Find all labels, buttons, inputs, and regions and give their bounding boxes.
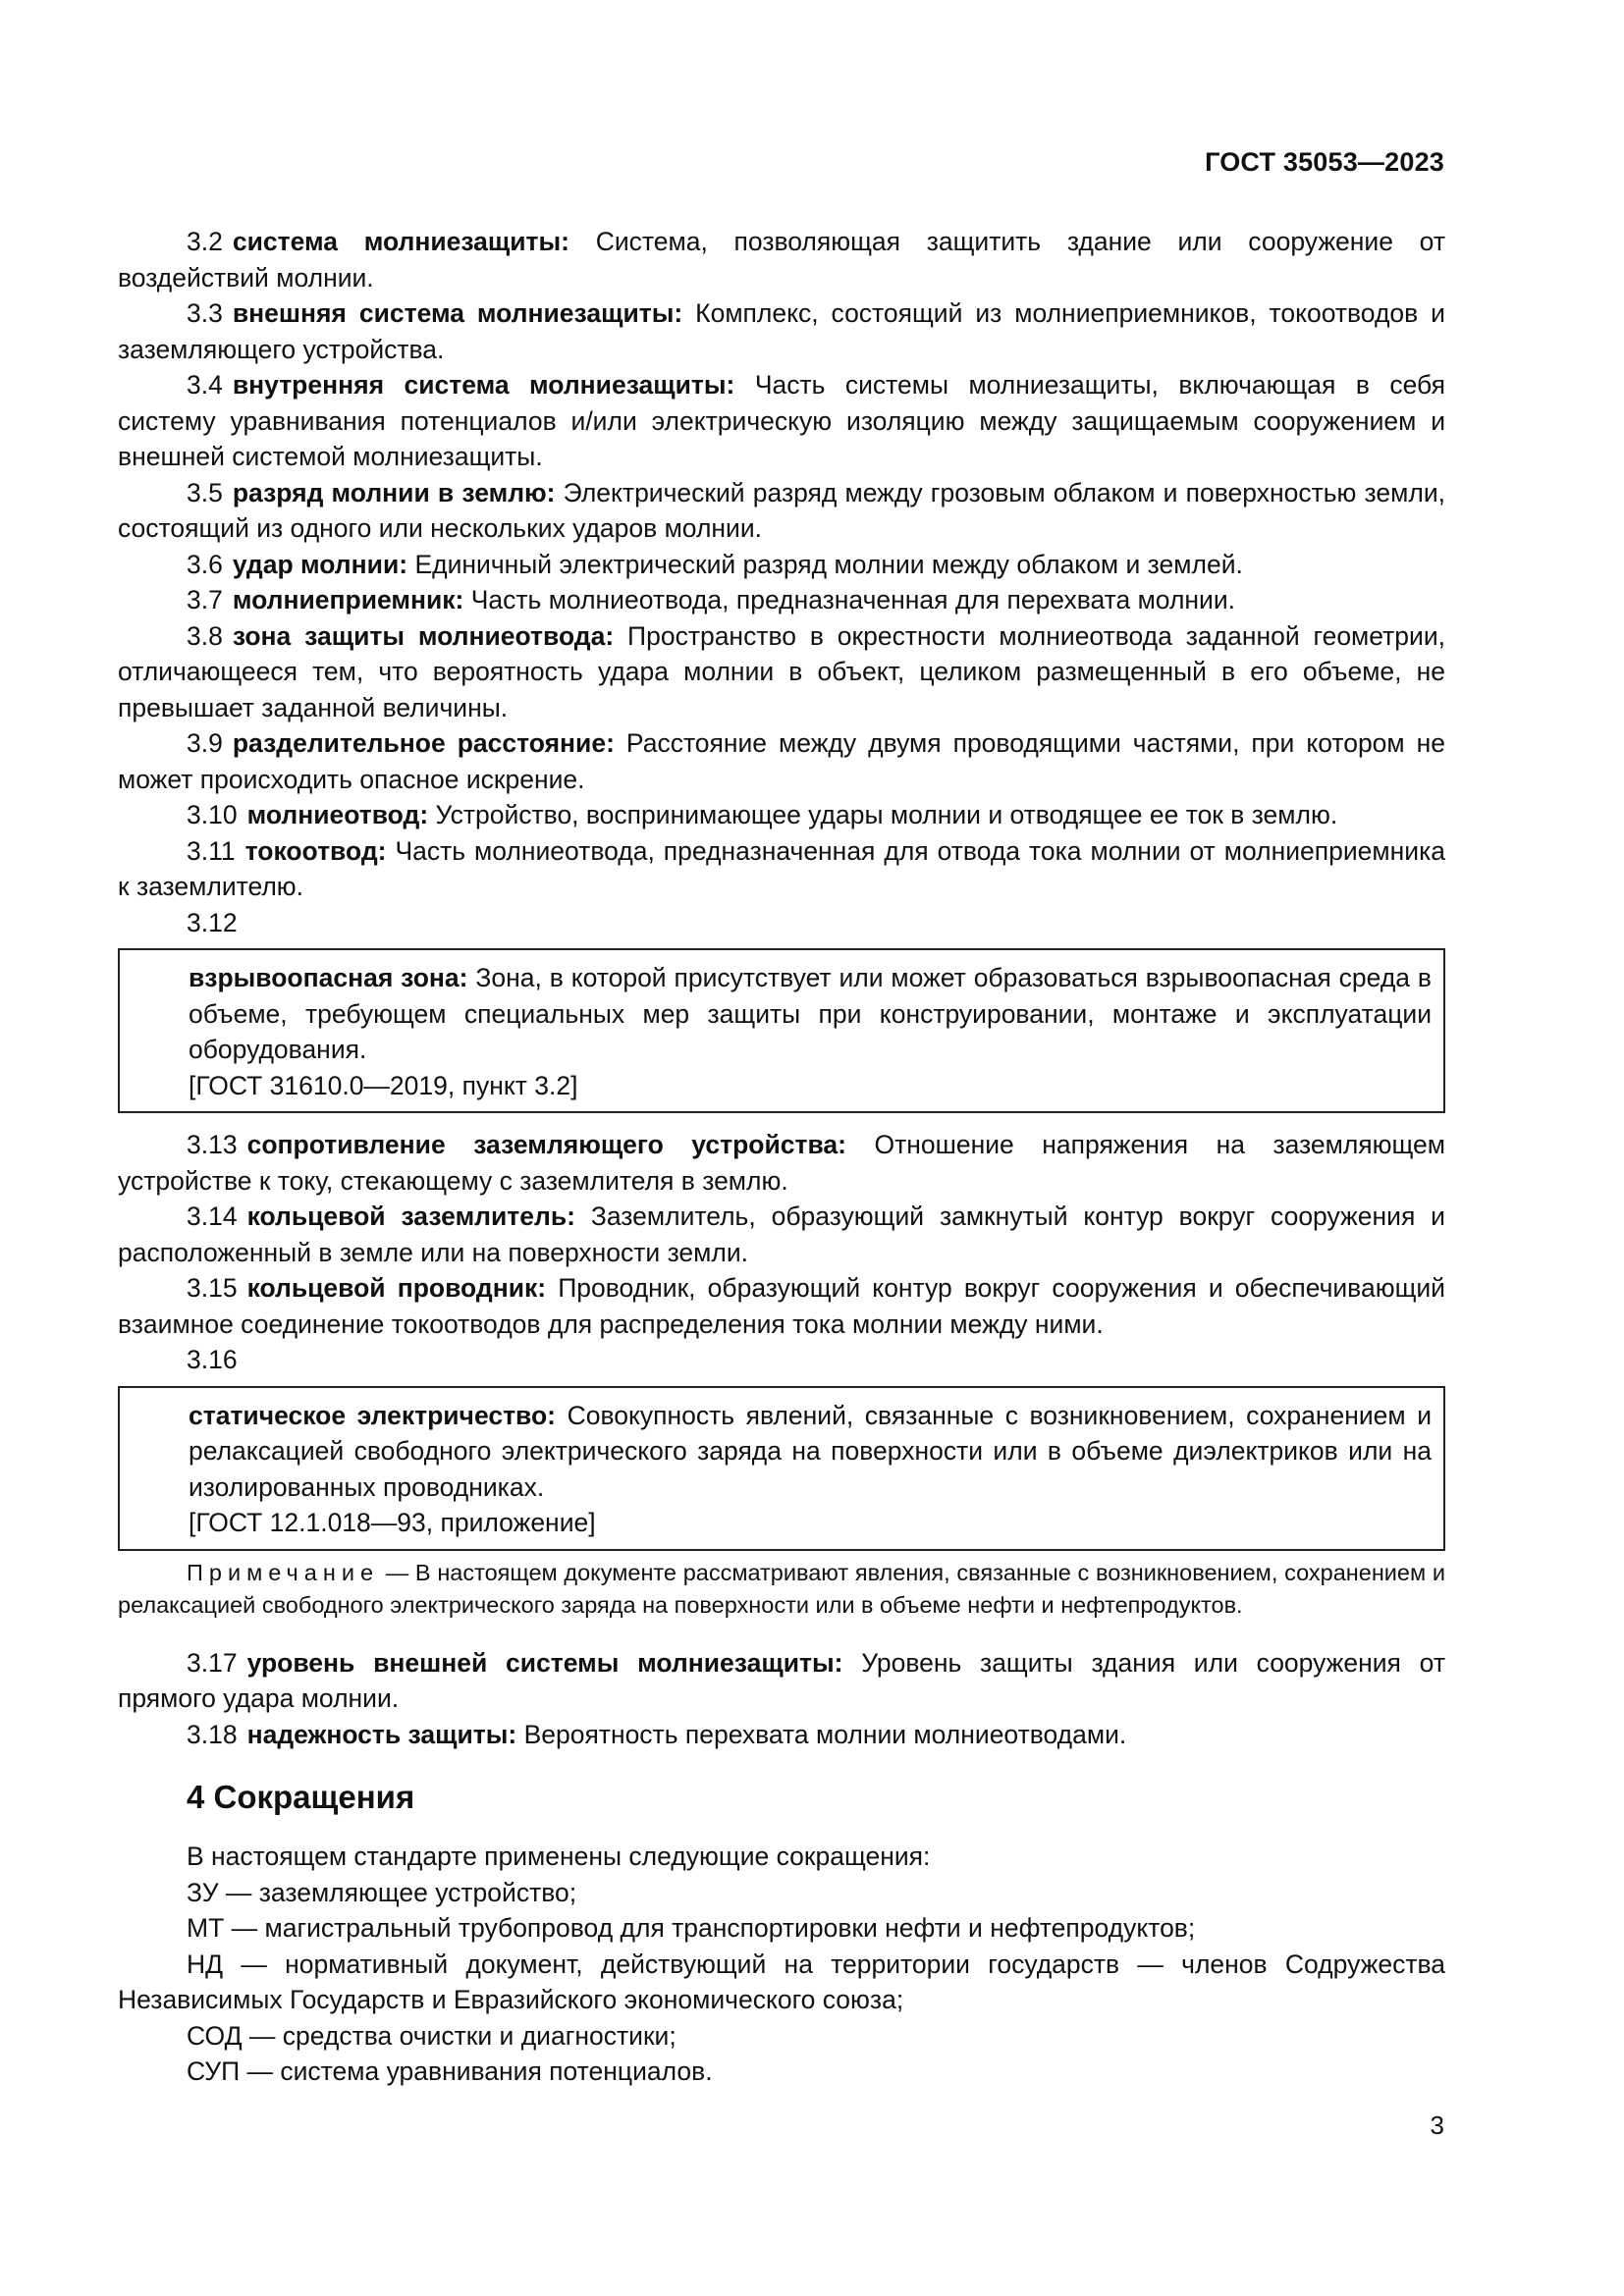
term-entry [118,1645,1445,1717]
term-number: 3.14 [187,1201,238,1231]
section-intro: В настоящем стандарте применены следующие сокращения: [187,1842,931,1871]
term-entry [118,367,1445,475]
quoted-definition-box [118,1386,1445,1551]
term-entry [118,725,1445,797]
note [118,1557,1445,1622]
term-number: 3.15 [187,1273,238,1303]
term-definition: Электрический разряд между грозовым облаком и поверхностью земли, состоящий из одного или нескольких ударов молнии. [118,477,1445,543]
term-name: зона защиты молниеотвода: [232,620,615,651]
term-name: сопротивление заземляющего устройства: [246,1130,846,1159]
term-number: 3.17 [187,1647,238,1678]
term-number: 3.9 [187,728,223,758]
term-entry [118,833,1445,905]
term-definition: Уровень защиты здания или сооружения от прямого удара молнии. [118,1647,1445,1713]
term-definition: Комплекс, состоящий из молниеприемников, токоотводов и заземляющего устройства. [118,298,1445,364]
term-definition: Зона, в которой присутствует или может образоваться взрывоопасная среда в объеме, требующем специальных мер защиты при конструировании, монтаже и эксплуатации оборудования. [189,963,1432,1064]
term-definition: Расстояние между двумя проводящими частями, при котором не может происходить опасное искрение. [118,728,1445,794]
term-definition: Устройство, воспринимающее удары молнии и отводящее ее ток в землю. [435,800,1338,829]
term-definition: Система, позволяющая защитить здание или сооружение от воздействий молнии. [118,227,1445,293]
term-number: 3.5 [187,477,223,507]
term-entry [118,547,1445,583]
term-definition: Пространство в окрестности молниеотвода заданной геометрии, отличающееся тем, что вероятность удара молнии в объект, целиком размещенный в его объеме, не превышает заданной величины. [118,620,1445,722]
term-name: система молниезащиты: [232,227,569,256]
quoted-definition-box [118,948,1445,1113]
term-number: 3.3 [187,298,223,328]
term-entry [118,1270,1445,1342]
section-heading: 4 Сокращения [187,1779,415,1815]
term-number: 3.7 [187,585,223,614]
term-definition: Часть молниеотвода, предназначенная для перехвата молнии. [470,585,1236,614]
term-entry-number: 3.12 [187,907,238,937]
term-number: 3.18 [187,1719,238,1749]
term-definition: Часть системы молниезащиты, включающая в себя систему уравнивания потенциалов и/или электрическую изоляцию между защищаемым сооружением и внешней системой молниезащиты. [118,370,1445,471]
term-definition: Вероятность перехвата молнии молниеотводами. [523,1719,1127,1749]
page-number: 3 [1430,2110,1444,2140]
term-name: внешняя система молниезащиты: [232,298,683,328]
term-entry [118,618,1445,726]
term-number: 3.4 [187,370,223,400]
term-definition: Отношение напряжения на заземляющем устройстве к току, стекающему с заземлителя в землю. [118,1130,1445,1196]
term-number: 3.11 [187,835,236,866]
term-entry [118,475,1445,547]
term-number: 3.13 [187,1130,238,1159]
term-name: надежность защиты: [246,1719,517,1749]
note-label: Примечание [187,1559,380,1585]
term-entry [118,295,1445,367]
term-name: молниеотвод: [246,800,429,829]
term-definition: Проводник, образующий контур вокруг сооружения и обеспечивающий взаимное соединение токоотводов для распределения тока молнии между ними. [118,1273,1445,1339]
term-number: 3.6 [187,549,223,579]
term-number: 3.10 [187,800,238,829]
definition-source: [ГОСТ 31610.0—2019, пункт 3.2] [189,1070,578,1100]
abbreviation-item: СОД — средства очистки и диагностики; [187,2020,677,2051]
note-text: — В настоящем документе рассматривают явления, связанные с возникновением, сохранением и релаксацией свободного электрического заряда на поверхности или в объеме нефти и нефтепродуктов. [118,1559,1445,1618]
term-number: 3.2 [187,227,223,256]
boxed-definition [189,960,1432,1068]
term-entry [118,582,1445,618]
term-definition: Единичный электрический разряд молнии между облаком и землей. [414,549,1243,579]
abbreviation-item: ЗУ — заземляющее устройство; [187,1877,577,1907]
term-name: кольцевой проводник: [246,1273,547,1303]
term-entry [118,1717,1445,1753]
term-name: разделительное расстояние: [232,728,615,758]
term-name: разряд молнии в землю: [232,477,556,507]
term-name: внутренняя система молниезащиты: [232,370,735,400]
term-name: молниеприемник: [232,585,464,614]
term-name: уровень внешней системы молниезащиты: [246,1647,843,1678]
term-entry [118,1127,1445,1199]
boxed-definition [189,1398,1432,1506]
term-name: удар молнии: [232,549,408,579]
abbreviation-item: МТ — магистральный трубопровод для транспортировки нефти и нефтепродуктов; [187,1913,1196,1943]
term-entry-number: 3.16 [187,1345,238,1374]
term-entry [118,224,1445,295]
abbreviation-item: НД — нормативный документ, действующий на территории государств — членов Содружества Независимых Государств и Евразийского экономического союза; [118,1949,1445,2014]
term-definition: Совокупность явлений, связанные с возникновением, сохранением и релаксацией свободного электрического заряда на поверхности или в объеме диэлектриков или на изолированных проводниках. [189,1400,1433,1502]
term-definition: Часть молниеотвода, предназначенная для отвода тока молнии от молниеприемника к заземлителю. [118,835,1445,901]
abbreviation-item: СУП — система уравнивания потенциалов. [187,2056,713,2086]
term-name: токоотвод: [244,835,387,866]
term-name: взрывоопасная зона: [189,963,468,992]
term-entry [118,797,1445,833]
definition-source: [ГОСТ 12.1.018—93, приложение] [189,1508,596,1537]
term-name: кольцевой заземлитель: [246,1201,575,1231]
term-name: статическое электричество: [189,1400,557,1430]
document-body [118,224,1445,2090]
document-code: ГОСТ 35053—2023 [1205,147,1444,177]
term-definition: Заземлитель, образующий замкнутый контур вокруг сооружения и расположенный в земле или на поверхности земли. [118,1201,1445,1267]
term-number: 3.8 [187,620,223,651]
term-entry [118,1199,1445,1270]
